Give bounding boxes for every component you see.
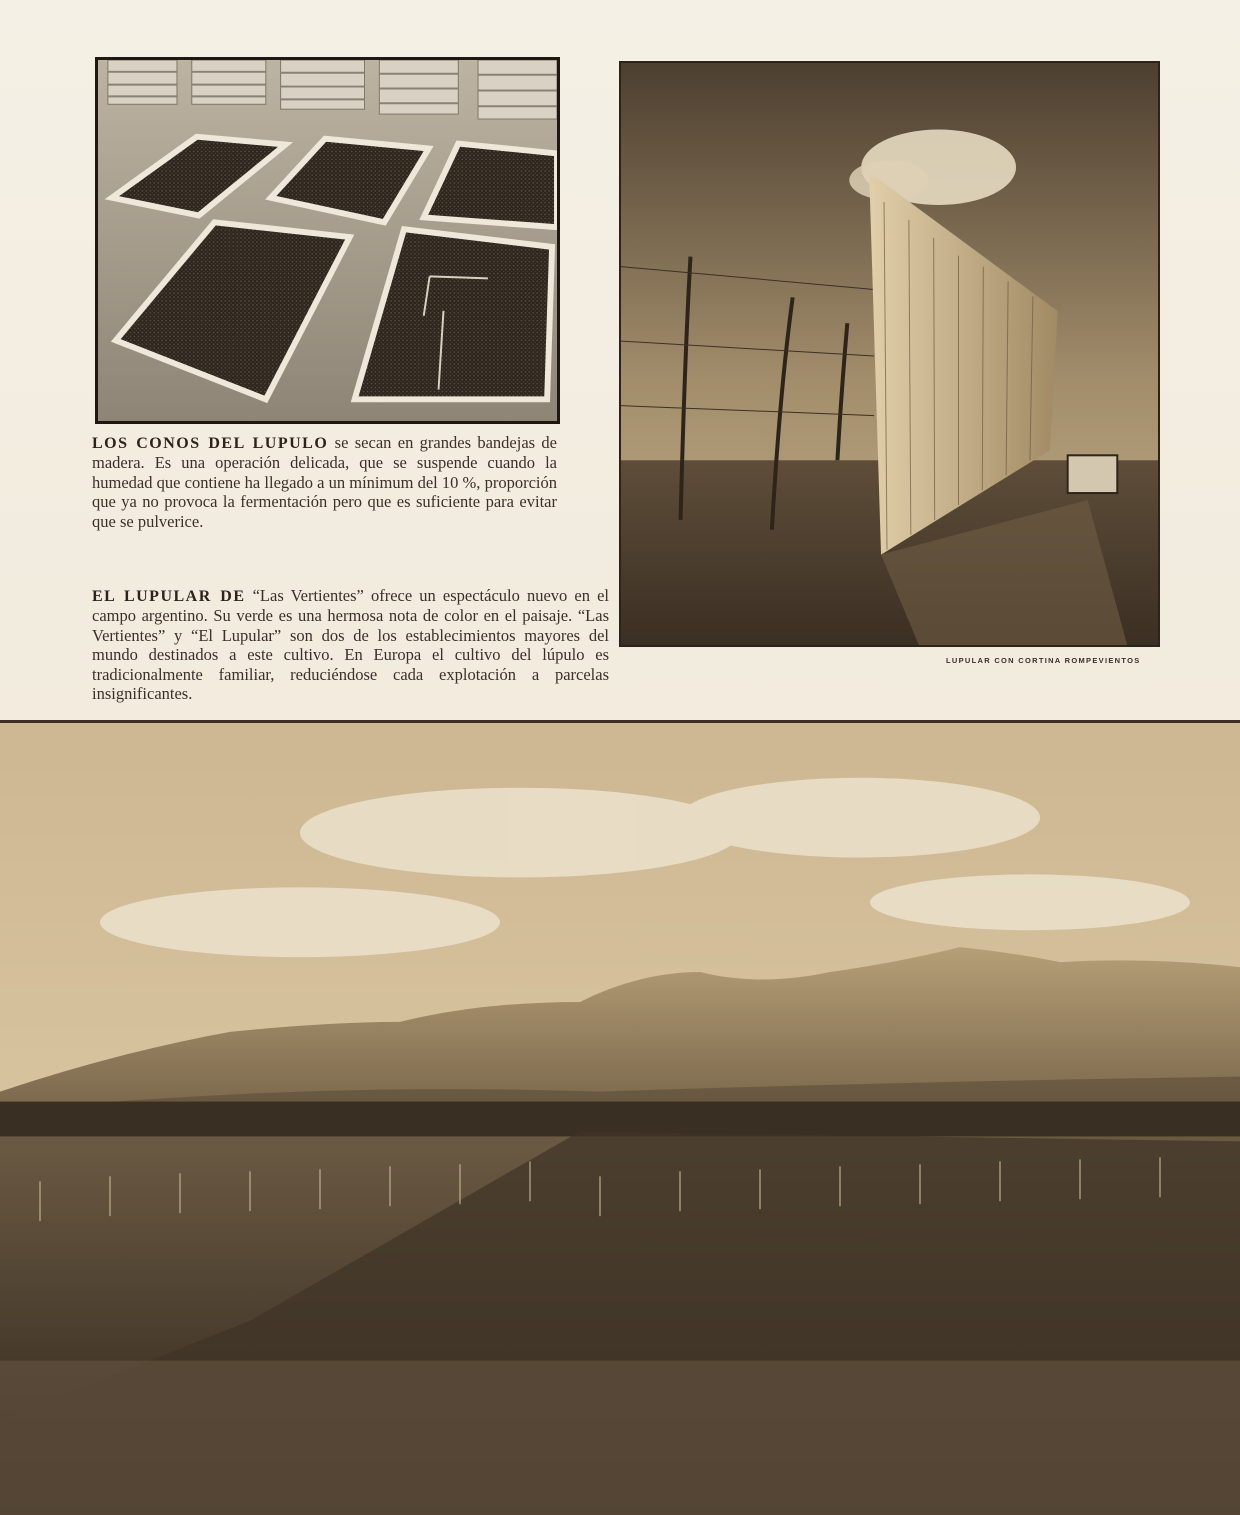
lupular-caption-lead: EL LUPULAR DE [92, 588, 246, 605]
lupular-caption [92, 586, 609, 703]
drying-trays-photo [95, 57, 560, 424]
windbreak-photo-label: LUPULAR CON CORTINA ROMPEVIENTOS [946, 656, 1141, 665]
windbreak-photo [619, 61, 1160, 647]
trays-caption-lead: LOS CONOS DEL LUPULO [92, 435, 329, 452]
hop-field-landscape-photo [0, 720, 1240, 1515]
trays-caption [92, 433, 557, 531]
trays-caption-body: se secan en grandes bandejas de madera. Es una operación delicada, que se suspende cuando la humedad que contiene ha llegado a un mínimum del 10 %, proporción que ya no provoca la fermentación pero que es suficiente para evitar que se pulverice. [92, 433, 557, 531]
lupular-caption-body: “Las Vertientes” ofrece un espectáculo nuevo en el campo argentino. Su verde es una hermosa nota de color en el paisaje. “Las Vertientes” y “El Lupular” son dos de los establecimientos mayores del mundo destinados a este cultivo. En Europa el cultivo del lúpulo es tradicionalmente familiar, reduciéndose cada explotación a parcelas insignificantes. [92, 586, 609, 704]
